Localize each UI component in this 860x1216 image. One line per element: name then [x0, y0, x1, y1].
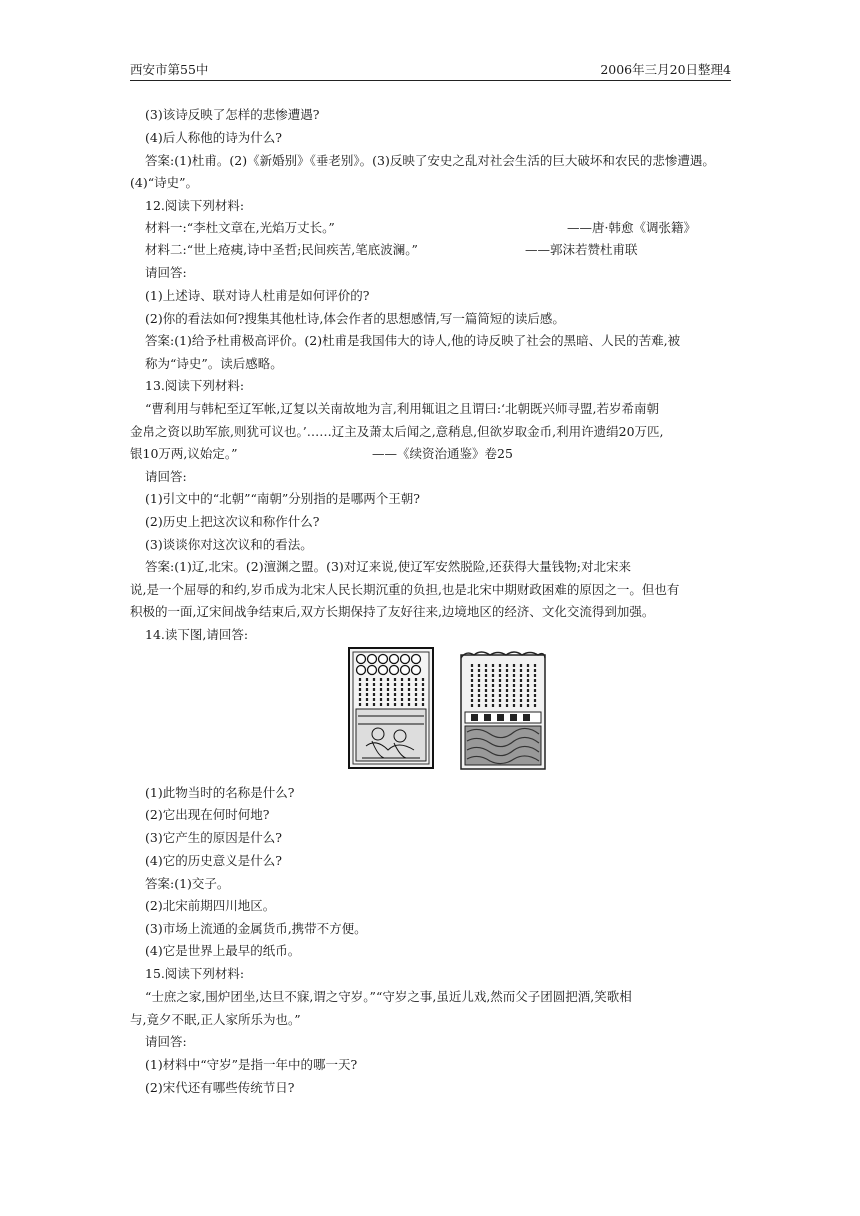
q13-title: 13.阅读下列材料:: [145, 378, 245, 393]
q12-material2-source: ——郭沫若赞杜甫联: [525, 242, 638, 257]
q14-answer3: (3)市场上流通的金属货币,携带不方便。: [145, 921, 367, 936]
q14-sub4: (4)它的历史意义是什么?: [145, 853, 282, 868]
q13-quote-line1: “曹利用与韩杞至辽军帐,辽复以关南故地为言,利用辄诅之且谓曰:‘北朝既兴师寻盟,若岁希南朝: [145, 401, 659, 416]
q15-quote-line1: “士庶之家,围炉团坐,达旦不寐,谓之守岁。”“守岁之事,虽近儿戏,然而父子团圆把酒,笑歌相: [145, 989, 632, 1004]
q15-sub1: (1)材料中“守岁”是指一年中的哪一天?: [145, 1057, 358, 1072]
q14-sub3: (3)它产生的原因是什么?: [145, 830, 282, 845]
banknote-left-image: [349, 648, 433, 768]
header-school: 西安市第55中: [130, 62, 209, 77]
q14-answer4: (4)它是世界上最早的纸币。: [145, 943, 301, 958]
page-header: [130, 61, 731, 81]
q11-answer-line1: 答案:(1)杜甫。(2)《新婚别》《垂老别》。(3)反映了安史之乱对社会生活的巨大破坏和农民的悲惨遭遇。: [145, 153, 715, 168]
q13-prompt: 请回答:: [145, 469, 187, 484]
q15-prompt: 请回答:: [145, 1034, 187, 1049]
q12-sub1: (1)上述诗、联对诗人杜甫是如何评价的?: [145, 288, 370, 303]
q15-sub2: (2)宋代还有哪些传统节日?: [145, 1080, 295, 1095]
q14-answer1: 答案:(1)交子。: [145, 876, 230, 891]
jiaozi-figure: [348, 646, 550, 770]
q13-sub3: (3)谈谈你对这次议和的看法。: [145, 537, 313, 552]
q13-sub1: (1)引文中的“北朝”“南朝”分别指的是哪两个王朝?: [145, 491, 420, 506]
q12-answer-line1: 答案:(1)给予杜甫极高评价。(2)杜甫是我国伟大的诗人,他的诗反映了社会的黑暗、人民的苦难,被: [145, 333, 681, 348]
q12-material2: 材料二:“世上疮痍,诗中圣哲;民间疾苦,笔底波澜。”: [145, 242, 418, 257]
q13-sub2: (2)历史上把这次议和称作什么?: [145, 514, 320, 529]
q14-answer2: (2)北宋前期四川地区。: [145, 898, 276, 913]
q13-quote-source: ——《续资治通鉴》卷25: [372, 446, 513, 461]
q15-title: 15.阅读下列材料:: [145, 966, 245, 981]
banknote-right-image: [461, 652, 545, 769]
q12-material1: 材料一:“李杜文章在,光焰万丈长。”: [145, 220, 335, 235]
q12-answer-line2: 称为“诗史”。读后感略。: [145, 356, 283, 371]
q13-answer-line1: 答案:(1)辽,北宋。(2)澶渊之盟。(3)对辽来说,使辽军安然脱险,还获得大量钱物;对北宋来: [145, 559, 631, 574]
q13-answer-line3: 积极的一面,辽宋间战争结束后,双方长期保持了友好往来,边境地区的经济、文化交流得到加强。: [130, 604, 655, 619]
q13-answer-line2: 说,是一个屈辱的和约,岁币成为北宋人民长期沉重的负担,也是北宋中期财政困难的原因之一。但也有: [130, 582, 680, 597]
q15-quote-line2: 与,竟夕不眠,正人家所乐为也。”: [130, 1012, 301, 1027]
q14-title: 14.读下图,请回答:: [145, 627, 249, 642]
q13-quote-line2: 金帛之资以助军旅,则犹可议也。’……辽主及萧太后闻之,意稍息,但欲岁取金币,利用许遗绢20万匹,: [130, 424, 664, 439]
q14-sub2: (2)它出现在何时何地?: [145, 807, 270, 822]
q12-title: 12.阅读下列材料:: [145, 198, 245, 213]
q13-quote-line3: 银10万两,议始定。”: [130, 446, 238, 461]
q11-sub3: (3)该诗反映了怎样的悲惨遭遇?: [145, 107, 320, 122]
q12-prompt: 请回答:: [145, 265, 187, 280]
q12-sub2: (2)你的看法如何?搜集其他杜诗,体会作者的思想感情,写一篇简短的读后感。: [145, 311, 565, 326]
q14-sub1: (1)此物当时的名称是什么?: [145, 785, 295, 800]
q12-material1-source: ——唐·韩愈《调张籍》: [567, 220, 696, 235]
q11-answer-line2: (4)“诗史”。: [130, 175, 198, 190]
q11-sub4: (4)后人称他的诗为什么?: [145, 130, 282, 145]
header-date-note: 2006年三月20日整理4: [600, 62, 731, 77]
